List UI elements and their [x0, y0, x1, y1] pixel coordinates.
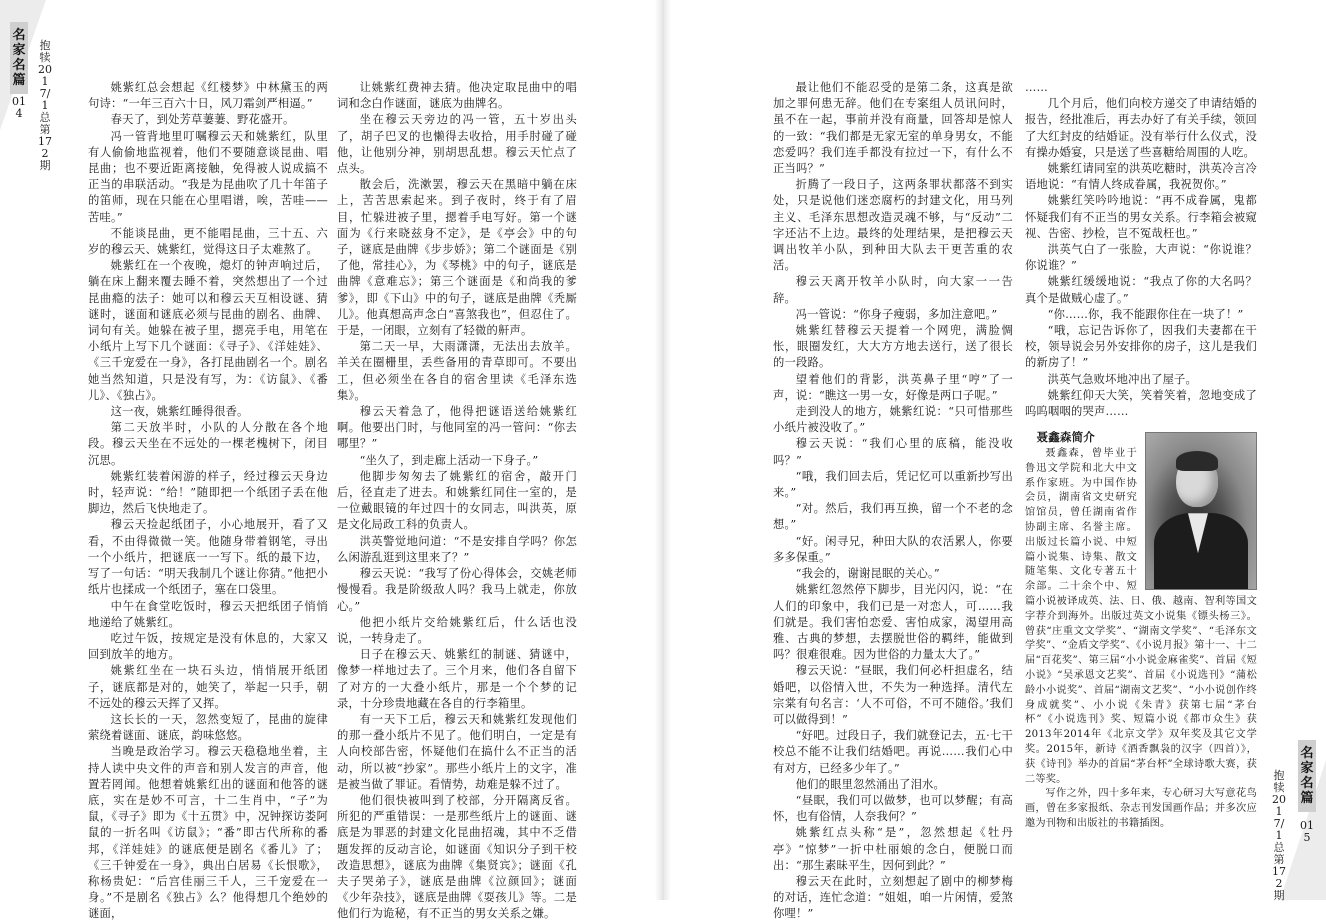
paragraph: 穆云天说：“我们心里的底稿，能没收吗？” [773, 437, 1013, 467]
text-column-2 [337, 80, 577, 923]
paragraph: 姚紫红请同室的洪英吃糖时，洪英冷言冷语地说：“有情人终成眷属，我祝贺你。” [1025, 162, 1257, 192]
author-photo [1145, 432, 1257, 590]
paragraph: 几个月后，他们向校方递交了申请结婚的报告，经批准后，再去办好了有关手续，领回了大红封皮的结婚证。没有举行什么仪式，没有操办婚宴，只是送了些喜糖给周围的人吃。 [1025, 97, 1257, 159]
paragraph: 不能谈昆曲，更不能唱昆曲，三十五、六岁的穆云天、姚紫红，觉得这日子太难熬了。 [88, 226, 328, 257]
paragraph: 姚紫红坐在一块石头边，悄悄展开纸团子，谜底都是对的，她笑了，举起一只手，朝不远处的穆云天挥了又挥。 [88, 664, 328, 710]
paragraph: 穆云天离开牧羊小队时，向大家一一告辞。 [773, 275, 1013, 305]
ellipsis-line: …… [1025, 81, 1048, 94]
paragraph: “哦，忘记告诉你了，因我们夫妻都在干校，领导说会另外安排你的房子，这儿是我们的新房了！” [1025, 324, 1257, 370]
paragraph: 他们很快被叫到了校部，分开隔离反省。所犯的严重错误：一是那些纸片上的谜面、谜底是为罪恶的封建文化昆曲招魂，其中不乏借题发挥的反动言论，如谜面《知识分子到干校改造思想》，谜底为曲牌《集贤宾》；谜面《孔夫子哭弟子》，谜底是曲牌《泣颜回》；谜面《少年杂技》，谜底是曲牌《耍孩儿》等。二是他们行为诡秘，有不正当的男女关系之嫌。 [337, 793, 577, 921]
paragraph: “坐久了，到走廊上活动一下身子。” [359, 453, 539, 467]
author-bio [1025, 430, 1257, 832]
paragraph: “昼眠，我们可以做梦，也可以梦醒；有高怀，也有俗情，人奈我何？” [773, 793, 1013, 824]
paragraph: 聂鑫森，曾毕业于鲁迅文学院和北大中文系作家班。为中国作协会员，湖南省文史研究馆馆员，曾任湖南省作协副主席、名誉主席。出版过长篇小说、中短篇小说集、诗集、散文随笔集、文化专著五十余部。二十余个中、短篇小说被译成英、法、日、俄、越南、智利等国文字荐介到海外。出版过英文小说集《镖头杨三》。曾获“庄重文文学奖”、“湖南文学奖”、“毛泽东文学奖”、“金盾文学奖”、《小说月报》第十一、十二届“百花奖”、第三届“小小说金麻雀奖”、首届《短小说》“吴承恩文艺奖”、首届《小说选刊》“蒲松龄小小说奖”、首届“湖南文艺奖”、“小小说创作终身成就奖”、小小说《朱青》获第七届“茅台杯”《小说选刊》奖、短篇小说《都市众生》获2013年2014年《北京文学》双年奖及其它文学奖。2015年，新诗《酒香飘袅的汉字（四首）》，获《诗刊》举办的首届“茅台杯”全球诗歌大赛，获二等奖。 [1025, 448, 1257, 785]
paragraph: 第二天一早，大雨潇潇，无法出去放羊。羊关在圈栅里，丢些备用的青草即可。不要出工，但必须坐在各自的宿舍里读《毛泽东选集》。 [337, 340, 577, 402]
paragraph: 望着他们的背影，洪英鼻子里“哼”了一声，说：“瞧这一男一女，好像是两口子呢。” [773, 372, 1013, 402]
paragraph: 洪英警觉地问道：“不是安排自学吗？你怎么闲游乱逛到这里来了？” [337, 534, 577, 564]
paragraph: 姚紫红点头称“是”，忽然想起《牡丹亭》“惊梦”一折中杜丽娘的念白，便脱口而出：“那生素昧平生，因何到此？” [773, 826, 1013, 872]
section-tab: 名家名篇 [10, 22, 28, 94]
paragraph: 他脚步匆匆去了姚紫红的宿舍，敲开门后，径直走了进去。和姚紫红同住一室的，是一位戴眼镜的年过四十的女同志，叫洪英，原是文化局政工科的负责人。 [337, 469, 577, 532]
paragraph: 穆云天捡起纸团子，小心地展开，看了又看，不由得微微一笑。他随身带着钢笔，寻出一个小纸片，把谜底一一写下。纸的最下边，写了一句话：“明天我制几个谜让你猜。”他把小纸片也揉成一个纸团子，塞在口袋里。 [88, 518, 328, 597]
paragraph: “好。闲寻兄，种田大队的农活累人，你要多多保重。” [773, 534, 1013, 564]
paragraph: 他们的眼里忽然涌出了泪水。 [795, 777, 946, 791]
page-number: 014 [12, 95, 26, 120]
paragraph: 穆云天在此时，立刻想起了剧中的柳梦梅的对话，连忙念道：“姐姐，咱一片闲情，爱煞你哩！” [773, 874, 1013, 921]
paragraph: “哦，我们回去后，凭记忆可以重新抄写出来。” [773, 469, 1013, 500]
paragraph: 姚紫红在一个夜晚，熄灯的钟声响过后，躺在床上翻来覆去睡不着，突然想出了一个过昆曲瘾的法子：她可以和穆云天互相设谜、猜谜时，谜面和谜底必须与昆曲的剧名、曲牌、词句有关。她躲在被子里，摁亮手电，用笔在小纸片上写下几个谜面：《寻子》、《洋娃娃》、《三千宠爱在一身》，各打昆曲剧名一个。剧名她当然知道，只是没有写，为：《访鼠》、《番儿》、《独占》。 [88, 259, 328, 402]
issue-label: 抱犊2017/1 总第172期 [38, 39, 52, 172]
photo-hair [1176, 451, 1218, 471]
page-number: 015 [1300, 819, 1314, 844]
paragraph: 洪英气白了一张脸，大声说：“你说谁？你说谁？” [1025, 243, 1257, 273]
paragraph: “我会的，谢谢昆眠的关心。” [795, 567, 940, 581]
paragraph: 第二天放半时，小队的人分散在各个地段。穆云天坐在不远处的一棵老槐树下，闭目沉思。 [88, 421, 328, 467]
paragraph: 折腾了一段日子，这两条罪状都落不到实处，只是说他们迷恋腐朽的封建文化，用马列主义、毛泽东思想改造灵魂不够，与“反动”二字还沾不上边。最终的处理结果，是把穆云天调出牧羊小队，到种田大队去干更苦重的农活。 [773, 178, 1013, 273]
text-column-1 [88, 80, 328, 923]
paragraph: 姚紫红装着闲游的样子，经过穆云天身边时，轻声说：“给！”随即把一个纸团子丢在他脚边，然后飞快地走了。 [88, 469, 328, 516]
paragraph: 春天了，到处芳草萋萋、野花盛开。 [110, 113, 295, 127]
paragraph: 走到没人的地方，姚紫红说：“只可惜那些小纸片被没收了。” [773, 405, 1013, 435]
paragraph: 写作之外，四十多年来，专心研习大写意花鸟画，曾在多家报纸、杂志刊发国画作品；并多次应邀为刊物和出版社的书籍插图。 [1025, 788, 1257, 829]
paragraph: 穆云天说：“昼眠，我们何必杆担虚名，结婚吧，以俗情入世，不失为一种选择。清代左宗棠有句名言：‘人不可俗，不可不随俗。’我们可以做得到！” [773, 664, 1013, 726]
paragraph: 散会后，洗漱罢，穆云天在黑暗中躺在床上，苦苦思索起来。到子夜时，终于有了眉目，忙躲进被子里，摁着手电写好。第一个谜面为《行来晓兹身不定》，是《亭会》中的句子，谜底是曲牌《步步娇》；第二个谜面是《别了他，常挂心》，为《琴桃》中的句子，谜底是曲牌《意难忘》；第三个谜面是《和尚我的爹爹》，即《下山》中的句子，谜底是曲牌《秃厮儿》。他真想高声念白“喜煞我也”，但忍住了。于是，一闭眼，立刻有了轻微的鼾声。 [337, 178, 577, 338]
paragraph: “对。然后，我们再互换，留一个不老的念想。” [773, 502, 1013, 532]
column-body [1025, 96, 1257, 420]
paragraph: 冯一管背地里叮嘱穆云天和姚紫红，队里有人偷偷地监视着，他们不要随意谈昆曲、唱昆曲；也不要近距离接触，免得被人说成搞不正当的串联活动。“我是为昆曲吹了几十年笛子的笛师，现在只能在心里唱谱，唉，苦哇——苦哇。” [88, 129, 328, 224]
paragraph: 当晚是政治学习。穆云天稳稳地坐着，主持人读中央文件的声音和别人发言的声音，他置若罔闻。他想着姚紫红出的谜面和他答的谜底，实在是妙不可言，十二生肖中，“子”为鼠，《寻子》即为《十五贯》中，况钟探访娄阿鼠的一折名叫《访鼠》；“番”即古代所称的番邦，《洋娃娃》的谜底便是剧名《番儿》了；《三千钟爱在一身》，典出白居易《长恨歌》，称杨贵妃：“后宫佳丽三千人，三千宠爱在一身。”不是剧名《独占》么？他得想几个绝妙的谜面， [88, 745, 328, 921]
paragraph: 洪英气急败坏地冲出了屋子。 [1047, 372, 1198, 386]
paragraph: 姚紫红笑吟吟地说：“再不成眷属，鬼都怀疑我们有不正当的男女关系。行李箱会被窥视、告密、抄检，岂不冤哉枉也。” [1025, 194, 1257, 240]
paragraph: 这长长的一天，忽然变短了，昆曲的旋律萦绕着谜面、谜底，韵味悠悠。 [88, 712, 328, 743]
paragraph: 姚紫红忽然停下脚步，目光闪闪，说：“在人们的印象中，我们已是一对恋人，可……我们就是。我们害怕恋爱、害怕成家，渴望用高雅、古典的梦想，去摆脱世俗的羁绊，能做到吗？很难很难。因为世俗的力量太大了。” [773, 583, 1013, 662]
paragraph: 姚紫红仰天大笑，笑着笑着，忽地变成了呜呜咽咽的哭声…… [1025, 388, 1257, 419]
left-page [0, 0, 663, 921]
issue-label: 抱犊2017/1 总第172期 [1272, 769, 1286, 902]
paragraph: 坐在穆云天旁边的冯一管，五十岁出头了，胡子巴叉的也懒得去收拾，用手肘碰了碰他，让他别分神，别胡思乱想。穆云天忙点了点头。 [337, 113, 577, 176]
paragraph: 让姚紫红费神去猜。他决定取昆曲中的唱词和念白作谜面，谜底为曲牌名。 [337, 81, 577, 111]
paragraph: 中午在食堂吃饭时，穆云天把纸团子悄悄地递给了姚紫红。 [88, 599, 328, 629]
paragraph: 穆云天说：“我写了份心得体会，交姚老师慢慢看。我是阶级敌人吗？我马上就走，你放心。” [337, 567, 577, 613]
paragraph: 这一夜，姚紫红睡得很香。 [110, 405, 249, 419]
paragraph: 冯一管说：“你身子瘦弱，多加注意吧。” [795, 307, 998, 321]
paragraph: 姚紫红缓缓地说：“我点了你的大名吗？真个是做贼心虚了。” [1025, 275, 1257, 305]
paragraph: “你……你，我不能跟你住在一块了！” [1047, 307, 1244, 321]
paragraph: 姚紫红替穆云天提着一个网兜，满脸惆怅，眼圈发红，大大方方地去送行，送了很长的一段路。 [773, 324, 1013, 370]
right-page [663, 0, 1326, 921]
paragraph: 穆云天着急了，他得把谜语送给姚紫红啊。他要出门时，与他同室的冯一管问：“你去哪里？” [337, 405, 577, 451]
paragraph: “好吧。过段日子，我们就登记去，五·七干校总不能不让我们结婚吧。再说……我们心中有对方，已经多少年了。” [773, 729, 1013, 775]
paragraph: 他把小纸片交给姚紫红后，什么话也没说，一转身走了。 [337, 615, 577, 645]
paragraph: 日子在穆云天、姚紫红的制谜、猜谜中，像梦一样地过去了。三个月来，他们各自留下了对方的一大叠小纸片，那是一个个梦的记录，十分珍贵地藏在各自的行李箱里。 [337, 648, 577, 710]
bio-title: 聂鑫森简介 [1036, 430, 1095, 445]
paragraph: 姚紫红总会想起《红楼梦》中林黛玉的两句诗：“一年三百六十日，风刀霜剑严相逼。” [88, 81, 328, 111]
paragraph: 有一天下工后，穆云天和姚紫红发现他们的那一叠小纸片不见了。他们明白，一定是有人向校部告密，怀疑他们在搞什么不正当的活动，所以被“抄家”。那些小纸片上的文字，准是被当做了罪证。看情势，劫难是躲不过了。 [337, 712, 577, 791]
section-tab: 名家名篇 [1298, 740, 1316, 812]
text-column-1 [773, 80, 1013, 923]
paragraph: 吃过午饭，按规定是没有休息的，大家又回到放羊的地方。 [88, 631, 328, 662]
paragraph: 最让他们不能忍受的是第二条，这真是欲加之罪何患无辞。他们在专案组人员讯问时，虽不在一起，事前并没有商量，回答却是惊人的一致：“我们都是无家无室的单身男女，不能恋爱吗？我们连手都没有拉过一下，有什么不正当吗？” [773, 81, 1013, 176]
text-column-2 [1025, 80, 1257, 832]
